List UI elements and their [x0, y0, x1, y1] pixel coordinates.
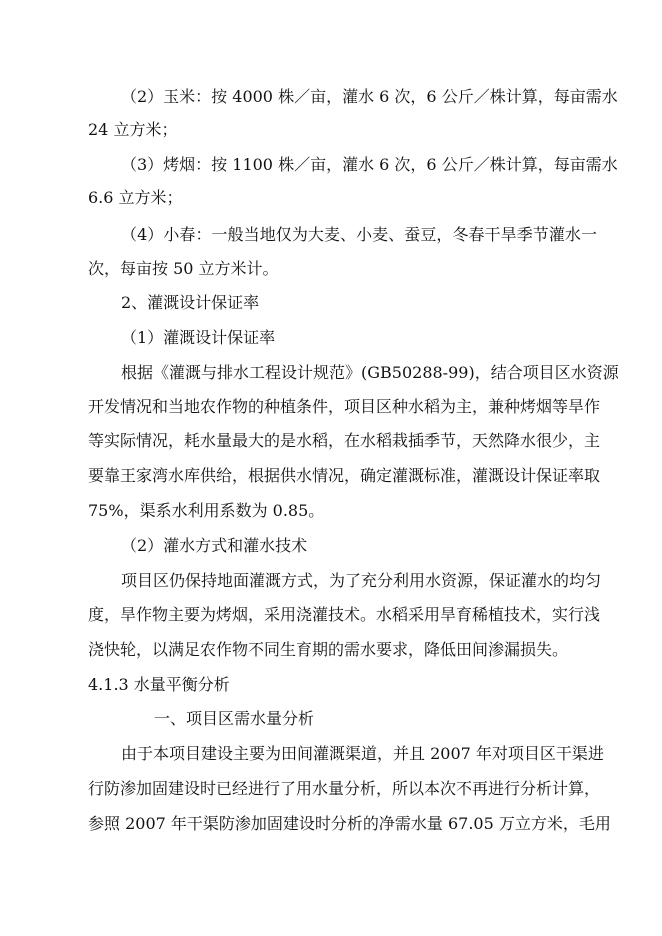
demand-line-2: 行防渗加固建设时已经进行了用水量分析，所以本次不再进行分析计算，: [88, 779, 601, 798]
corn-line-1: （2）玉米：按 4000 株／亩，灌水 6 次，6 公斤／株计算，每亩需水: [121, 87, 618, 106]
subsection-2-title: （2）灌水方式和灌水技术: [121, 536, 308, 555]
subsection-1-title: （1）灌溉设计保证率: [121, 328, 276, 347]
section-4-1-3-title: 4.1.3 水量平衡分析: [88, 675, 230, 694]
demand-line-1: 由于本项目建设主要为田间灌溉渠道，并且 2007 年对项目区干渠进: [121, 744, 604, 763]
section-2-title: 2、灌溉设计保证率: [121, 293, 260, 312]
tobacco-line-2: 6.6 立方米；: [88, 188, 183, 207]
basis-line-5: 75%，渠系水利用系数为 0.85。: [88, 501, 325, 520]
method-line-3: 浇快轮，以满足农作物不同生育期的需水要求，降低田间渗漏损失。: [88, 640, 569, 659]
demand-line-3: 参照 2007 年干渠防渗加固建设时分析的净需水量 67.05 万立方米，毛用: [88, 814, 611, 833]
corn-line-2: 24 立方米；: [88, 120, 178, 139]
basis-line-3: 等实际情况，耗水量最大的是水稻，在水稻栽插季节，天然降水很少，主: [88, 431, 601, 450]
tobacco-line-1: （3）烤烟：按 1100 株／亩，灌水 6 次，6 公斤／株计算，每亩需水: [121, 155, 618, 174]
basis-line-4: 要靠王家湾水库供给，根据供水情况，确定灌溉标准，灌溉设计保证率取: [88, 466, 601, 485]
spring-line-2: 次，每亩按 50 立方米计。: [88, 259, 279, 278]
spring-line-1: （4）小春：一般当地仅为大麦、小麦、蚕豆，冬春干旱季节灌水一: [121, 225, 597, 244]
method-line-1: 项目区仍保持地面灌溉方式，为了充分利用水资源，保证灌水的均匀: [121, 571, 602, 590]
method-line-2: 度，旱作物主要为烤烟，采用浇灌技术。水稻采用旱育稀植技术，实行浅: [88, 605, 601, 624]
basis-line-2: 开发情况和当地农作物的种植条件，项目区种水稻为主，兼种烤烟等旱作: [88, 397, 601, 416]
subheading-demand-analysis: 一、项目区需水量分析: [154, 709, 315, 728]
basis-line-1: 根据《灌溉与排水工程设计规范》(GB50288-99)，结合项目区水资源: [121, 363, 619, 382]
